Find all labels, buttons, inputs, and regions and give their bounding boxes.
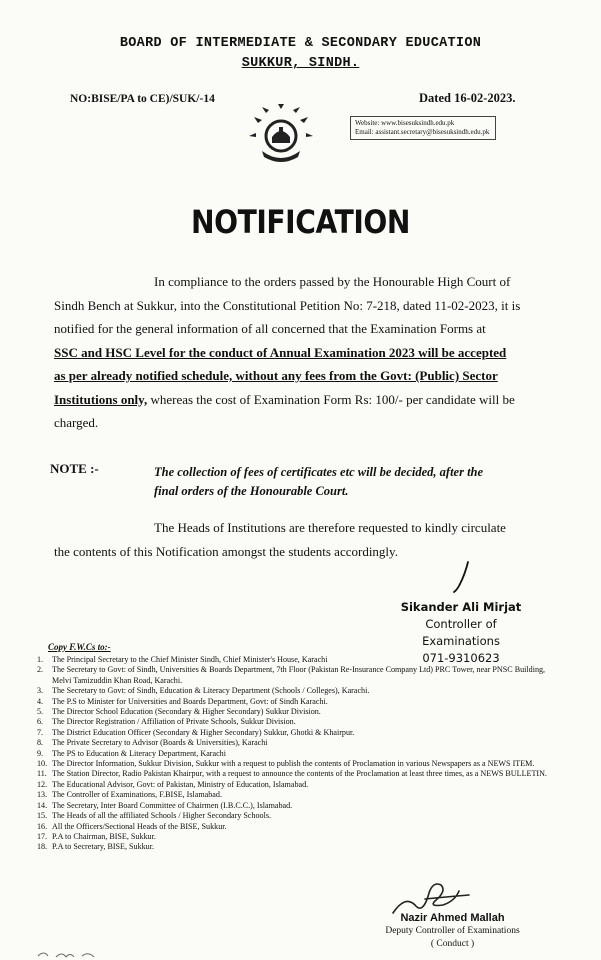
copy-item-number: 17. xyxy=(37,831,48,841)
signature-mark xyxy=(448,560,478,594)
copy-item xyxy=(37,780,557,790)
copy-item-text: The Secretary to Govt: of Sindh, Universities & Boards Department, 7th Floor (Pakistan Re-Insurance Company Ltd) PRC Tower, near PNSC Building, Melvi Tamizuddin Khan Road, Karachi. xyxy=(52,665,546,685)
copy-item-text: All the Officers/Sectional Heads of the BISE, Sukkur. xyxy=(52,821,227,831)
para-line: In compliance to the orders passed by the Honourable High Court of xyxy=(154,274,511,289)
para-line xyxy=(54,388,539,412)
copy-item-number: 9. xyxy=(37,748,44,758)
board-name: BOARD OF INTERMEDIATE & SECONDARY EDUCATION xyxy=(119,36,482,51)
copy-item-number: 11. xyxy=(37,769,47,779)
copy-item xyxy=(37,728,557,738)
signatory-designation: Deputy Controller of Examinations xyxy=(385,926,520,936)
copy-item-number: 14. xyxy=(37,800,48,810)
signatory-phone: 071-9310623 xyxy=(422,651,500,665)
copy-item-number: 3. xyxy=(37,686,44,696)
copy-item-text: The Educational Advisor, Govt: of Pakistan, Ministry of Education, Islamabad. xyxy=(52,779,309,789)
closing-paragraph xyxy=(54,516,544,563)
copy-item xyxy=(37,832,557,842)
reference-number: NO:BISE/PA to CE)/SUK/-14 xyxy=(70,93,215,105)
website-text: Website: www.bisesuksindh.edu.pk xyxy=(355,119,455,127)
copy-item xyxy=(37,738,557,748)
para-line-emphasis: as per already notified schedule, without any fees from the Govt: (Public) Sector xyxy=(54,368,498,383)
para-line: Sindh Bench at Sukkur, into the Constitutional Petition No: 7-218, dated 11-02-2023, it is xyxy=(54,297,521,313)
para-emphasis: Institutions only, xyxy=(54,391,148,407)
copy-item xyxy=(37,686,557,696)
copy-item-number: 15. xyxy=(37,811,48,821)
copy-to-list xyxy=(37,655,557,853)
copy-item xyxy=(37,697,557,707)
note-line: final orders of the Honourable Court. xyxy=(154,484,349,498)
para-line: notified for the general information of all concerned that the Examination Forms at xyxy=(54,321,486,336)
main-paragraph xyxy=(54,270,539,435)
note-line: The collection of fees of certificates etc will be decided, after the xyxy=(154,465,484,479)
signatory-section: ( Conduct ) xyxy=(430,939,475,949)
copy-item-text: The Director School Education (Secondary & Higher Secondary) Sukkur Division. xyxy=(52,707,321,717)
copy-item xyxy=(37,749,557,759)
signatory-designation: Controller of Examinations xyxy=(422,617,500,648)
copy-item-text: The Secretary, Inter Board Committee of Chairmen (I.B.C.C.), Islamabad. xyxy=(52,800,293,810)
copy-item-text: The PS to Education & Literacy Department, Karachi xyxy=(52,748,226,758)
issue-date: Dated 16-02-2023. xyxy=(419,91,516,105)
copy-item xyxy=(37,665,557,686)
copy-item-text: The Station Director, Radio Pakistan Khairpur, with a request to announce the contents of the Proclamation at least three times, as a NEWS BULLETIN. xyxy=(52,769,547,779)
board-emblem-logo xyxy=(248,103,314,169)
para-text: whereas the cost of Examination Form Rs: 100/- per candidate will be xyxy=(147,391,515,407)
copy-item-number: 4. xyxy=(37,696,44,706)
copy-item xyxy=(37,822,557,832)
copy-item-text: P.A to Chairman, BISE, Sukkur. xyxy=(52,831,156,841)
copy-item-number: 6. xyxy=(37,717,44,727)
copy-item-number: 13. xyxy=(37,790,48,800)
deputy-controller-signature-block xyxy=(370,912,535,951)
copy-item-number: 10. xyxy=(37,759,48,769)
copy-item xyxy=(37,769,557,779)
para-line: charged. xyxy=(54,415,99,430)
copy-item xyxy=(37,790,557,800)
copy-item-text: The Principal Secretary to the Chief Minister Sindh, Chief Minister's House, Karachi xyxy=(52,655,328,664)
copy-item xyxy=(37,842,557,852)
email-text: Email: assistant.secretary@bisesuksindh.edu.pk xyxy=(355,128,490,136)
copy-item-number: 16. xyxy=(37,821,48,831)
para-line: the contents of this Notification amongst the students accordingly. xyxy=(54,543,398,559)
copy-item-text: The Secretary to Govt: of Sindh, Education & Literacy Department (Schools / Colleges), Karachi. xyxy=(52,686,370,696)
note-text xyxy=(154,463,524,501)
copy-item xyxy=(37,801,557,811)
copy-item xyxy=(37,655,557,665)
copy-item-number: 7. xyxy=(37,727,44,737)
initials-scribble xyxy=(36,948,106,960)
para-line-emphasis: SSC and HSC Level for the conduct of Annual Examination 2023 will be accepted xyxy=(54,344,507,360)
board-city-wrap xyxy=(0,56,601,71)
copy-item-number: 18. xyxy=(37,842,48,852)
copy-item-number: 1. xyxy=(37,655,44,664)
copy-item-text: P.A to Secretary, BISE, Sukkur. xyxy=(52,842,154,852)
copy-item-number: 12. xyxy=(37,779,48,789)
copy-item-number: 8. xyxy=(37,738,44,748)
copy-item-text: The Director Registration / Affiliation of Private Schools, Sukkur Division. xyxy=(52,717,296,727)
copy-item xyxy=(37,811,557,821)
copy-item-text: The Controller of Examinations, F.BISE, Islamabad. xyxy=(52,790,222,800)
copy-item xyxy=(37,707,557,717)
board-city: SUKKUR, SINDH. xyxy=(241,56,360,71)
copy-item-text: The Director Information, Sukkur Division, Sukkur with a request to publish the contents of Proclamation in various Newspapers as a NEWS ITEM. xyxy=(52,759,535,769)
copy-item-text: The P.S to Minister for Universities and Boards Department, Govt: of Sindh Karachi. xyxy=(52,696,328,706)
signatory-name: Nazir Ahmed Mallah xyxy=(400,912,505,924)
copy-item-text: The Heads of all the affiliated Schools / Higher Secondary Schools. xyxy=(52,811,272,821)
copy-to-heading: Copy F.W.Cs to:- xyxy=(48,642,111,652)
copy-item-text: The Private Secretary to Advisor (Boards & Universities), Karachi xyxy=(52,738,268,748)
copy-item-text: The District Education Officer (Secondary & Higher Secondary) Sukkur, Ghotki & Khairpur. xyxy=(52,727,355,737)
signatory-name: Sikander Ali Mirjat xyxy=(400,600,522,614)
copy-item xyxy=(37,717,557,727)
copy-item xyxy=(37,759,557,769)
copy-item-number: 2. xyxy=(37,665,44,675)
note-label: NOTE :- xyxy=(50,461,99,476)
notification-title: NOTIFICATION xyxy=(190,203,411,241)
contact-box xyxy=(350,116,496,140)
copy-item-number: 5. xyxy=(37,707,44,717)
para-line: The Heads of Institutions are therefore requested to kindly circulate xyxy=(154,520,506,535)
